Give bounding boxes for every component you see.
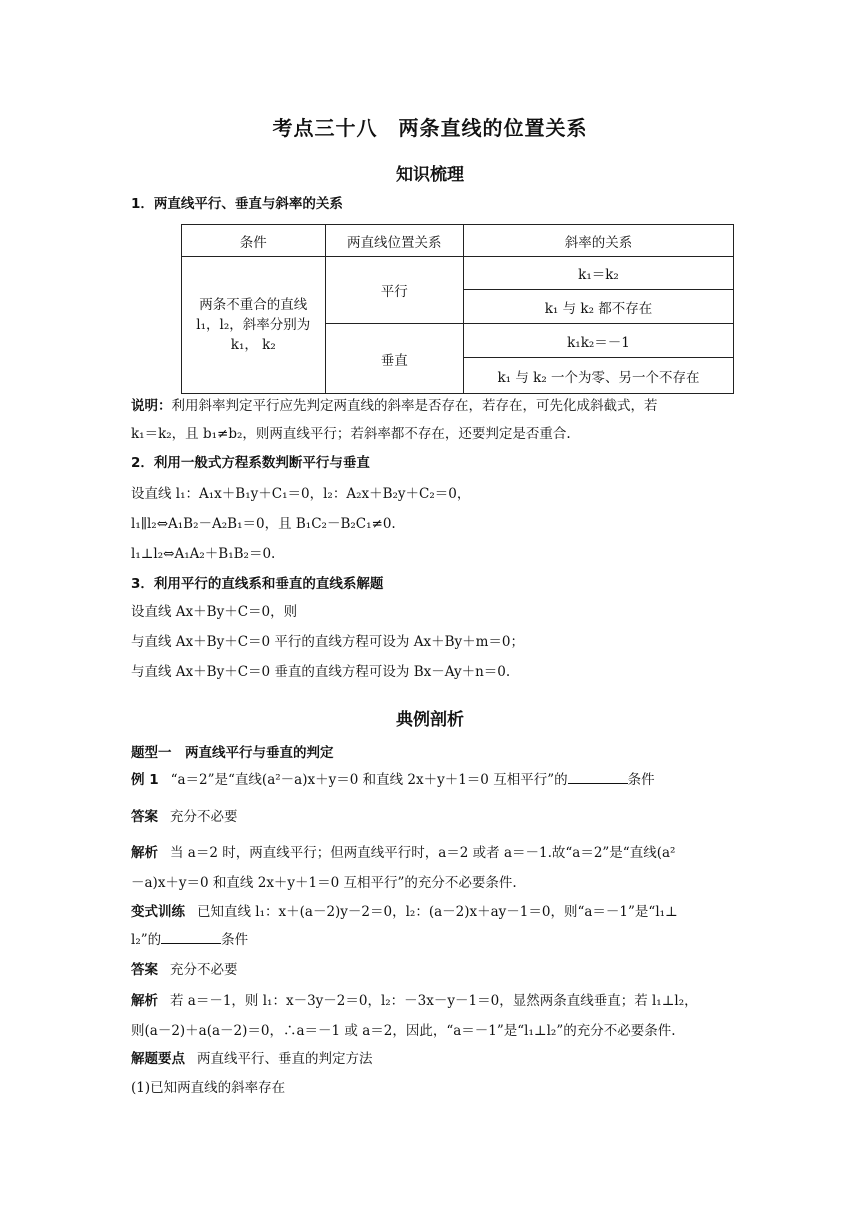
table-cell: k₁ 与 k₂ 都不存在	[464, 290, 734, 324]
answer-label: 答案	[131, 809, 158, 825]
example-tail: 条件	[627, 772, 655, 788]
item-1-heading: 1．两直线平行、垂直与斜率的关系	[131, 196, 343, 212]
analysis-line-2: 则(a－2)＋a(a－2)＝0，∴a＝－1 或 a＝2，因此，“a＝－1”是“l₁⊥l₂”的充分不必要条件.	[131, 1023, 676, 1039]
type-1-heading: 题型一 两直线平行与垂直的判定	[131, 745, 334, 761]
table-header: 两直线位置关系	[325, 225, 463, 257]
example-1-analysis	[131, 843, 675, 863]
item-3-heading: 3．利用平行的直线系和垂直的直线系解题	[131, 576, 384, 592]
analysis-line-2: －a)x＋y＝0 和直线 2x＋y＋1＝0 互相平行”的充分不必要条件.	[131, 875, 517, 891]
variant-analysis	[131, 991, 698, 1011]
table-cell-condition	[182, 257, 326, 394]
variant-answer	[131, 960, 238, 980]
item-3-line: 与直线 Ax＋By＋C＝0 垂直的直线方程可设为 Bx－Ay＋n＝0.	[131, 664, 511, 680]
analysis-text: 若 a＝－1，则 l₁：x－3y－2＝0，l₂：－3x－y－1＝0，显然两条直线垂直；若 l₁⊥l₂，	[170, 993, 698, 1009]
condition-line: l₁，l₂，斜率分别为	[196, 317, 311, 333]
item-2-heading: 2．利用一般式方程系数判断平行与垂直	[131, 455, 370, 471]
condition-line: k₁， k₂	[230, 337, 276, 353]
note-line	[131, 396, 658, 416]
answer-text: 充分不必要	[170, 962, 238, 978]
table-cell: k₁＝k₂	[464, 257, 734, 290]
answer-label: 答案	[131, 962, 158, 978]
variant-tail: 条件	[221, 932, 249, 948]
item-3-line: 与直线 Ax＋By＋C＝0 平行的直线方程可设为 Ax＋By＋m＝0；	[131, 634, 525, 650]
key-points	[131, 1049, 373, 1069]
analysis-label: 解析	[131, 993, 158, 1009]
section-heading-knowledge: 知识梳理	[396, 165, 464, 185]
key-label: 解题要点	[131, 1051, 185, 1067]
variant-exercise	[131, 902, 678, 922]
note-line-2: k₁＝k₂，且 b₁≠b₂，则两直线平行；若斜率都不存在，还要判定是否重合.	[131, 426, 571, 442]
answer-text: 充分不必要	[170, 809, 238, 825]
item-2-line: l₁∥l₂⇔A₁B₂－A₂B₁＝0，且 B₁C₂－B₂C₁≠0.	[131, 516, 396, 532]
variant-line-2	[131, 930, 248, 950]
table-header: 条件	[182, 225, 326, 257]
section-heading-examples: 典例剖析	[396, 710, 464, 730]
slope-relation-table	[181, 224, 734, 394]
table-cell: k₁k₂＝－1	[464, 324, 734, 358]
condition-line: 两条不重合的直线	[199, 297, 308, 313]
answer-blank	[568, 770, 628, 784]
table-cell: k₁ 与 k₂ 一个为零、另一个不存在	[464, 358, 734, 394]
answer-blank	[161, 930, 221, 944]
variant-text: 已知直线 l₁：x＋(a－2)y－2＝0，l₂：(a－2)x＋ay－1＝0，则“a＝－1”是“l₁⊥	[197, 904, 678, 920]
page-title: 考点三十八 两条直线的位置关系	[272, 116, 588, 140]
table-cell-perpendicular: 垂直	[325, 324, 463, 394]
variant-label: 变式训练	[131, 904, 185, 920]
example-text: “a＝2”是“直线(a²－a)x＋y＝0 和直线 2x＋y＋1＝0 互相平行”的	[170, 772, 568, 788]
item-2-line: l₁⊥l₂⇔A₁A₂＋B₁B₂＝0.	[131, 546, 276, 562]
note-text: 利用斜率判定平行应先判定两直线的斜率是否存在，若存在，可先化成斜截式，若	[171, 398, 658, 414]
table-header: 斜率的关系	[464, 225, 734, 257]
example-1	[131, 770, 655, 790]
note-label: 说明：	[131, 398, 172, 414]
table-cell-parallel: 平行	[325, 257, 463, 324]
key-text: 两直线平行、垂直的判定方法	[197, 1051, 373, 1067]
item-2-line: 设直线 l₁：A₁x＋B₁y＋C₁＝0，l₂：A₂x＋B₂y＋C₂＝0，	[131, 486, 471, 502]
example-label: 例 1	[131, 772, 159, 788]
key-item-1: (1)已知两直线的斜率存在	[131, 1080, 286, 1096]
item-3-line: 设直线 Ax＋By＋C＝0，则	[131, 604, 298, 620]
analysis-label: 解析	[131, 845, 158, 861]
example-1-answer	[131, 807, 238, 827]
analysis-text: 当 a＝2 时，两直线平行；但两直线平行时，a＝2 或者 a＝－1.故“a＝2”是“直线(a²	[170, 845, 676, 861]
variant-text-2: l₂”的	[131, 932, 162, 948]
